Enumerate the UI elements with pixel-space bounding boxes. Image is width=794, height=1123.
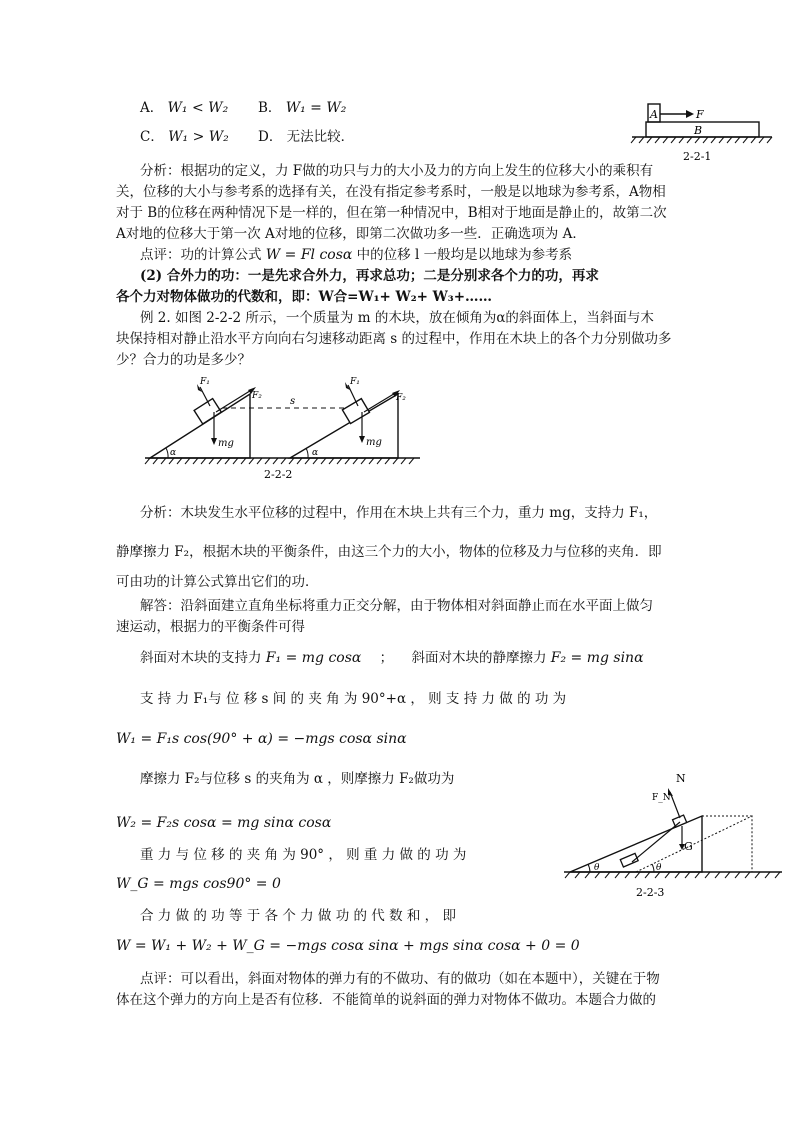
w2-formula: W₂ = F₂s cosα = mg sinα cosα xyxy=(116,815,332,831)
total-formula: W = W₁ + W₂ + W_G = −mgs cosα sinα + mgs sinα cosα + 0 = 0 xyxy=(116,938,580,954)
friction-text: 斜面对木块的静摩擦力 xyxy=(411,650,547,666)
angle-arc-right xyxy=(306,448,308,458)
option-b-expr: W₁ = W₂ xyxy=(285,100,347,116)
label-a: A xyxy=(650,108,658,121)
comment2-line2: 体在这个弹力的方向上是否有位移．不能简单的说斜面的弹力对物体不做功。本题合力做的 xyxy=(116,992,656,1008)
comment1 xyxy=(140,245,572,266)
option-b-label: B． xyxy=(258,100,282,116)
theta-left: θ xyxy=(594,863,600,873)
label-b: B xyxy=(694,124,703,137)
force-f-arrowhead xyxy=(686,110,694,118)
label-g: G xyxy=(684,840,693,853)
comment2-line1: 点评：可以看出，斜面对物体的弹力有的不做功、有的做功（如在本题中），关键在于物 xyxy=(140,971,660,987)
incline-left xyxy=(150,394,250,458)
force-mg-right-head xyxy=(359,436,365,443)
force-f2-left xyxy=(216,389,253,412)
force-n xyxy=(670,792,680,818)
force-f2-right xyxy=(364,392,397,412)
total-text-line: 合 力 做 的 功 等 于 各 个 力 做 功 的 代 数 和 ， 即 xyxy=(140,908,456,924)
theta-arc-right xyxy=(652,864,654,872)
option-a-label: A． xyxy=(140,100,164,116)
option-c-expr: W₁ > W₂ xyxy=(168,129,229,145)
analysis1-line2: 关，位移的大小与参考系的选择有关，在没有指定参考系时，一般是以地球为参考系，A物相 xyxy=(116,184,666,200)
option-b xyxy=(258,98,346,119)
analysis2-line1: 分析：木块发生水平位移的过程中，作用在木块上共有三个力，重力 mg，支持力 F₁， xyxy=(140,505,658,521)
label-s: s xyxy=(290,396,296,407)
gravity-angle-line: 重 力 与 位 移 的 夹 角 为 90° ， 则 重 力 做 的 功 为 xyxy=(140,847,467,863)
friction-angle-line: 摩擦力 F₂与位移 s 的夹角为 α ，则摩擦力 F₂做功为 xyxy=(140,771,455,787)
analysis1-line3: 对于 B的位移在两种情况下是一样的，但在第一种情况中，B相对于地面是静止的，故第二次 xyxy=(116,205,667,221)
figure-2-2-3-caption: 2-2-3 xyxy=(636,886,665,899)
ground-hatch xyxy=(145,458,414,464)
comment1-suffix: 中的位移 l 一般均是以地球为参考系 xyxy=(356,247,573,263)
block-bottom xyxy=(620,853,638,867)
analysis2-line3: 可由功的计算公式算出它们的功． xyxy=(116,574,319,590)
figure-2-2-2-caption: 2-2-2 xyxy=(264,468,293,481)
label-n: N xyxy=(676,772,686,785)
analysis1-line4: A对地的位移大于第一次 A对地的位移，即第二次做功多一些．正确选项为 A． xyxy=(116,226,586,242)
example2-line2: 块保持相对静止沿水平方向向右匀速移动距离 s 的过程中，作用在木块上的各个力分别做功多 xyxy=(116,331,672,347)
comment1-prefix: 点评：功的计算公式 xyxy=(140,247,262,263)
label-f: F xyxy=(696,108,704,121)
figure-2-2-1 xyxy=(626,96,776,166)
label-f1-left: F₁ xyxy=(200,377,210,387)
section2-line2: 各个力对物体做功的代数和，即：W合=W₁+ W₂+ W₃+…… xyxy=(116,289,493,305)
option-a-expr: W₁ < W₂ xyxy=(167,100,229,116)
analysis2-line2: 静摩擦力 F₂，根据木块的平衡条件，由这三个力的大小，物体的位移及力与位移的夹角．即 xyxy=(116,544,662,560)
analysis1-line1: 分析：根据功的定义，力 F做的功只与力的大小及力的方向上发生的位移大小的乘积有 xyxy=(140,163,654,179)
angle-arc-left xyxy=(166,448,168,458)
theta-right: θ xyxy=(656,863,662,873)
option-a xyxy=(140,98,228,119)
option-d-text: 无法比较． xyxy=(286,129,355,145)
option-c-label: C． xyxy=(140,129,164,145)
label-mg-right: mg xyxy=(366,437,382,448)
alpha-right: α xyxy=(312,448,319,458)
figure-2-2-1-caption: 2-2-1 xyxy=(683,150,712,163)
option-d xyxy=(258,127,354,148)
example2-line3: 少？合力的功是多少？ xyxy=(116,352,251,368)
label-fn: F_N xyxy=(652,793,671,803)
solution-line2: 速运动，根据力的平衡条件可得 xyxy=(116,619,305,635)
support-angle-line: 支 持 力 F₁与 位 移 s 间 的 夹 角 为 90°+α ， 则 支 持 力 做 的 功 为 xyxy=(140,691,567,707)
w1-formula: W₁ = F₁s cos(90° + α) = −mgs cosα sinα xyxy=(116,731,407,747)
comment1-formula: W = Fl cosα xyxy=(265,247,353,263)
figure-2-2-3 xyxy=(556,766,786,900)
separator: ； xyxy=(379,650,394,666)
section2-line1: (2) 合外力的功：一是先求合外力，再求总功；二是分别求各个力的功，再求 xyxy=(140,268,599,284)
solution-line1: 解答：沿斜面建立直角坐标将重力正交分解，由于物体相对斜面静止而在水平面上做匀 xyxy=(140,598,653,614)
ground-hatch xyxy=(631,137,772,143)
friction-formula: F₂ = mg sinα xyxy=(550,650,644,666)
example2-line1: 例 2. 如图 2-2-2 所示，一个质量为 m 的木块，放在倾角为α的斜面体上，当斜面与木 xyxy=(140,310,654,326)
support-formula: F₁ = mg cosα xyxy=(265,650,362,666)
theta-arc-left xyxy=(588,864,590,872)
label-f2-right: F₂ xyxy=(396,393,406,403)
option-d-label: D． xyxy=(258,129,283,145)
wg-formula: W_G = mgs cos90° = 0 xyxy=(116,876,281,892)
label-f2-left: F₂ xyxy=(252,391,262,401)
option-c xyxy=(140,127,229,148)
board-b xyxy=(646,122,759,137)
label-f1-right: F₁ xyxy=(350,377,360,387)
alpha-left: α xyxy=(170,448,177,458)
figure-2-2-2 xyxy=(140,372,425,482)
label-mg-left: mg xyxy=(218,438,234,449)
force-mg-left-head xyxy=(211,438,217,445)
support-friction-line xyxy=(140,648,644,669)
support-text: 斜面对木块的支持力 xyxy=(140,650,262,666)
